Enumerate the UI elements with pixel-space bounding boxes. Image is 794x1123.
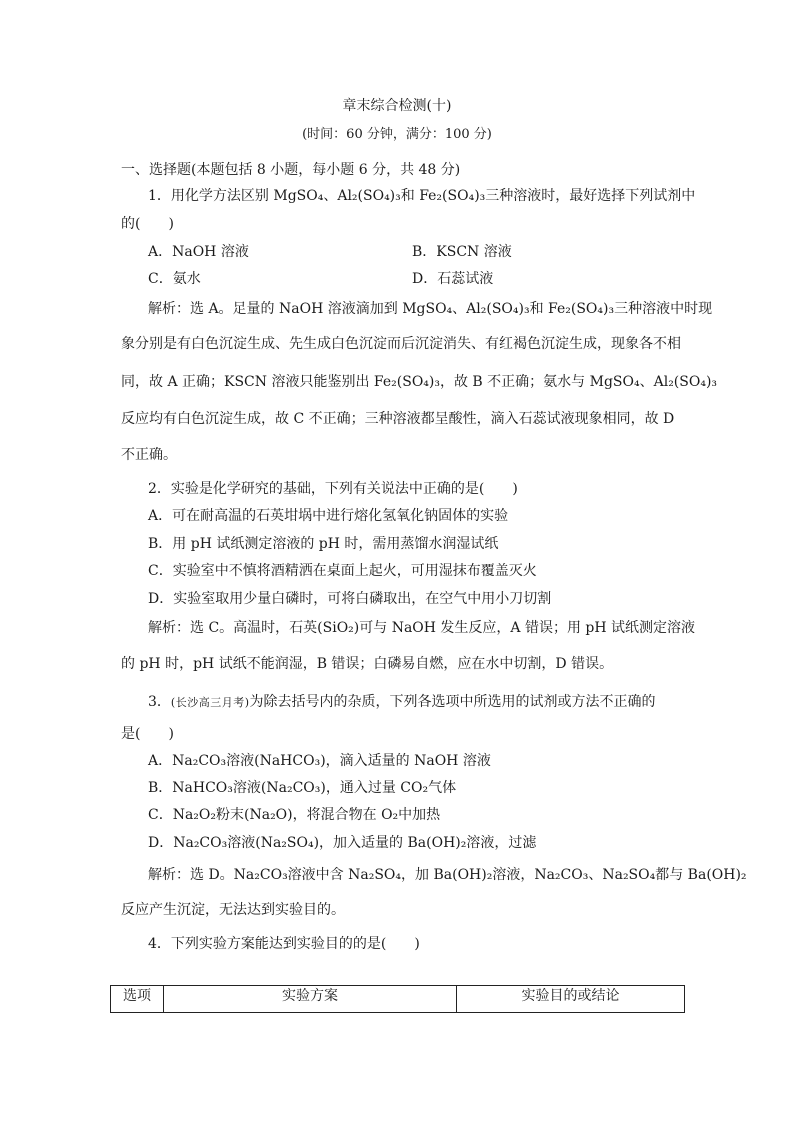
q2-option-b: B．用 pH 试纸测定溶液的 pH 时，需用蒸馏水润湿试纸 <box>148 536 499 552</box>
q3-source-tag: (长沙高三月考) <box>170 696 250 709</box>
q2-option-a: A．可在耐高温的石英坩埚中进行熔化氢氧化钠固体的实验 <box>148 508 509 524</box>
q1-option-c: C．氨水 <box>148 271 201 287</box>
q3-option-c: C．Na₂O₂粉末(Na₂O)，将混合物在 O₂中加热 <box>148 807 441 823</box>
q3-analysis-line: 反应产生沉淀，无法达到实验目的。 <box>121 902 345 918</box>
q1-analysis-line: 解析：选 A。足量的 NaOH 溶液滴加到 MgSO₄、Al₂(SO₄)₃和 Fe₂(SO₄)₃三种溶液中时现 <box>148 301 713 317</box>
q3-number: 3． <box>148 694 171 710</box>
q3-option-b: B．NaHCO₃溶液(Na₂CO₃)，通入过量 CO₂气体 <box>148 780 457 796</box>
q1-analysis-line: 象分别是有白色沉淀生成、先生成白色沉淀而后沉淀消失、有红褐色沉淀生成，现象各不相 <box>121 336 681 352</box>
q3-option-d: D．Na₂CO₃溶液(Na₂SO₄)，加入适量的 Ba(OH)₂溶液，过滤 <box>148 835 537 851</box>
q2-option-c: C．实验室中不慎将酒精洒在桌面上起火，可用湿抹布覆盖灭火 <box>148 563 537 579</box>
q3-stem-text: 为除去括号内的杂质，下列各选项中所选用的试剂或方法不正确的 <box>249 694 656 710</box>
section-heading: 一、选择题(本题包括 8 小题，每小题 6 分，共 48 分) <box>121 162 461 178</box>
table-header-plan: 实验方案 <box>164 986 457 1013</box>
q1-option-d: D．石蕊试液 <box>412 271 494 287</box>
q4-options-table <box>110 985 685 1013</box>
q3-stem-line2: 是( ) <box>121 726 174 742</box>
q1-analysis-line: 反应均有白色沉淀生成，故 C 不正确；三种溶液都呈酸性，滴入石蕊试液现象相同，故 D <box>121 411 675 427</box>
table-header-option: 选项 <box>111 986 164 1013</box>
table-header-goal: 实验目的或结论 <box>457 986 685 1013</box>
q3-analysis-line: 解析：选 D。Na₂CO₃溶液中含 Na₂SO₄，加 Ba(OH)₂溶液，Na₂CO₃、Na₂SO₄都与 Ba(OH)₂ <box>148 867 747 883</box>
exam-info: (时间：60 分钟，满分：100 分) <box>302 127 492 142</box>
page-title: 章末综合检测(十) <box>342 98 452 114</box>
q4-stem: 4．下列实验方案能达到实验目的的是( ) <box>148 936 420 952</box>
q2-stem: 2．实验是化学研究的基础，下列有关说法中正确的是( ) <box>148 481 518 497</box>
q1-analysis-line: 不正确。 <box>121 447 177 463</box>
q2-option-d: D．实验室取用少量白磷时，可将白磷取出，在空气中用小刀切割 <box>148 591 552 607</box>
table-header-row <box>111 986 685 1013</box>
q2-analysis-line: 解析：选 C。高温时，石英(SiO₂)可与 NaOH 发生反应，A 错误；用 pH 试纸测定溶液 <box>148 620 696 636</box>
q1-stem-line2: 的( ) <box>121 216 174 232</box>
q1-option-b: B．KSCN 溶液 <box>412 244 512 260</box>
q1-analysis-line: 同，故 A 正确；KSCN 溶液只能鉴别出 Fe₂(SO₄)₃，故 B 不正确；氨水与 MgSO₄、Al₂(SO₄)₃ <box>121 374 718 390</box>
q1-option-a: A．NaOH 溶液 <box>148 244 249 260</box>
q2-analysis-line: 的 pH 时，pH 试纸不能润湿，B 错误；白磷易自燃，应在水中切割，D 错误。 <box>121 656 614 672</box>
q3-stem-line1 <box>148 693 656 712</box>
q3-option-a: A．Na₂CO₃溶液(NaHCO₃)，滴入适量的 NaOH 溶液 <box>148 753 491 769</box>
q1-stem-line1: 1．用化学方法区别 MgSO₄、Al₂(SO₄)₃和 Fe₂(SO₄)₃三种溶液时，最好选择下列试剂中 <box>148 188 696 204</box>
